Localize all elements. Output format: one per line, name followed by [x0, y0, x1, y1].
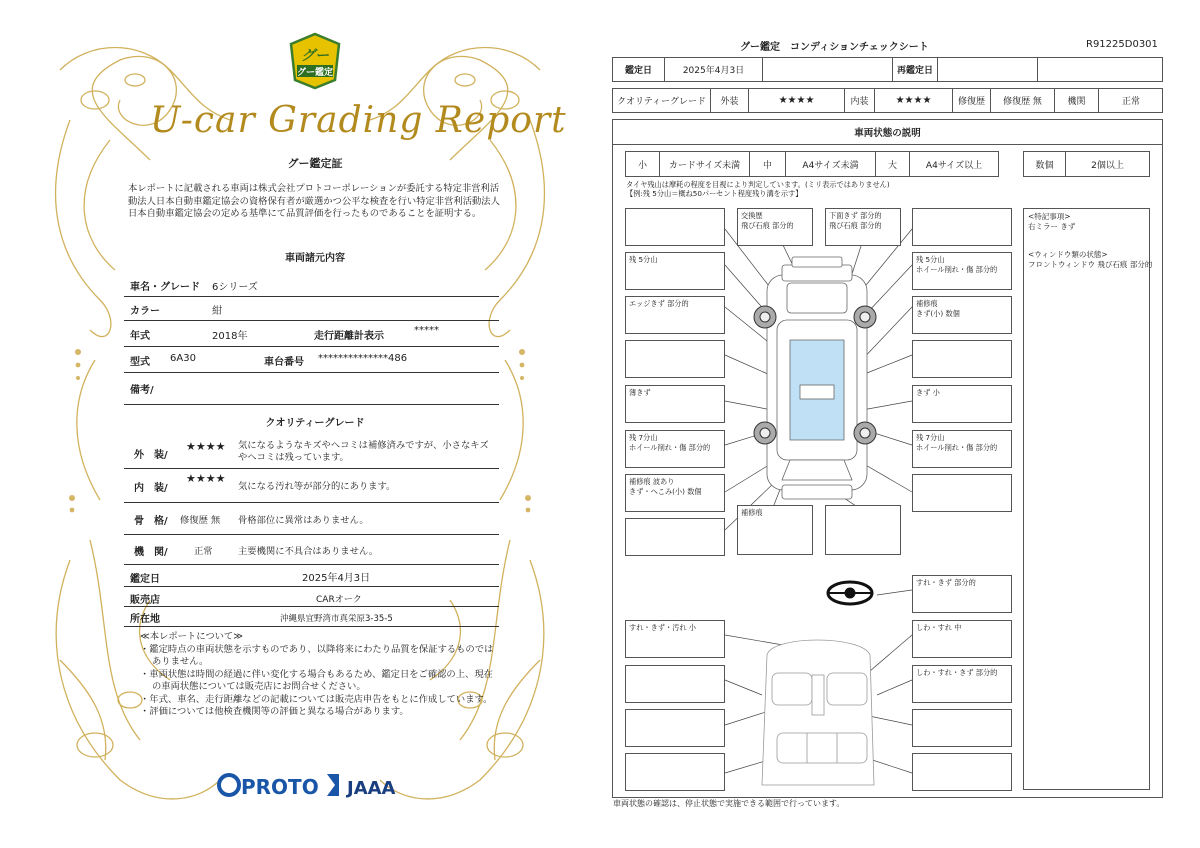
about-item: ・評価については他検査機関等の評価と異なる場合があります。 [140, 706, 409, 717]
check-sheet-title: グー鑑定 コンディションチェックシート [740, 42, 929, 53]
count-value: 2個以上 [1091, 160, 1124, 171]
count-legend [1023, 151, 1150, 177]
cond-box-l8 [625, 518, 725, 556]
proto-mark-icon [219, 775, 239, 795]
jaaa-mark-icon [327, 774, 339, 796]
footer-note: 車両状態の確認は、停止状態で実施できる範囲で行っています。 [613, 799, 845, 808]
quality-grade-title: クオリティーグレード [265, 418, 365, 429]
cond-box-t1: 交換歴 飛び石痕 部分的 [737, 208, 813, 246]
cert-title: グー鑑定証 [287, 157, 343, 170]
cond-box-ir3 [912, 709, 1012, 747]
exterior-text: 気になるようなキズやヘコミは補修済みですが、小さなキズやヘコミは残っています。 [238, 440, 489, 463]
grade-table [612, 88, 1163, 113]
cond-box-l6: 残 7分山 ホイール削れ・傷 部分的 [625, 430, 725, 468]
address-row [124, 606, 499, 627]
interior-label: 内 装/ [134, 483, 168, 494]
remarks-row [124, 372, 499, 405]
ext-stars: ★★★★ [749, 89, 845, 112]
cond-box-l3: エッジきず 部分的 [625, 296, 725, 334]
cond-box-ir4 [912, 753, 1012, 791]
cond-box-b1: 補修痕 [737, 505, 813, 555]
color-row [124, 296, 499, 321]
cond-box-t2: 下面きず 部分的 飛び石痕 部分的 [825, 208, 901, 246]
remarks-label: 備考/ [130, 385, 154, 396]
cond-box-r3: 補修痕 きず(小) 数個 [912, 296, 1012, 334]
tire-note-1: タイヤ残山は摩耗の程度を目視により判定しています。(ミリ表示ではありません) [626, 180, 890, 189]
repair-value: 修復歴 無 [991, 89, 1055, 112]
engine-text: 主要機関に不具合はありません。 [238, 546, 379, 557]
date-value: 2025年4月3日 [302, 573, 371, 584]
interior-stars: ★★★★ [186, 472, 226, 485]
engine-value: 正常 [194, 546, 213, 557]
size-small-desc: カードサイズ未満 [660, 152, 750, 176]
cond-box-l7: 補修痕 波あり きず・へこみ(小) 数個 [625, 474, 725, 512]
exterior-row [124, 432, 499, 469]
engine-row [124, 534, 499, 565]
size-small: 小 [626, 152, 660, 176]
size-mid: 中 [750, 152, 786, 176]
footer-logos [215, 770, 415, 800]
shop-row [124, 586, 499, 607]
frame-label: 骨 格/ [134, 516, 168, 527]
date-table [612, 57, 1163, 82]
report-code: R91225D0301 [1086, 39, 1158, 50]
int-label: 内装 [845, 89, 875, 112]
cond-box-l1 [625, 208, 725, 246]
about-item: ・車両状態は時間の経過に伴い変化する場合もあるため、鑑定日をご確認の上、現在の車両状態については販売店にお問合せください。 [140, 668, 493, 692]
frame-row [124, 502, 499, 535]
about-title: ≪本レポートについて≫ [140, 631, 243, 642]
model-row [124, 346, 499, 373]
r-date-blank [763, 58, 893, 81]
goo-kantei-logo [287, 32, 343, 90]
cond-box-ir2: しわ・すれ・きず 部分的 [912, 665, 1012, 703]
r-engine-label: 機関 [1055, 89, 1099, 112]
report-script-title: U-car Grading Report [150, 100, 567, 141]
cond-box-r5: きず 小 [912, 385, 1012, 423]
car-exterior-diagram [767, 257, 867, 499]
interior-text: 気になる汚れ等が部分的にあります。 [238, 481, 396, 492]
exterior-stars: ★★★★ [186, 440, 226, 453]
size-large-desc: A4サイズ以上 [925, 160, 983, 171]
exterior-label: 外 装/ [134, 450, 168, 461]
car-interior-diagram [762, 640, 874, 785]
window-title: <ウィンドウ類の状態> [1028, 250, 1108, 259]
cond-box-r4 [912, 340, 1012, 378]
cond-box-il3 [625, 709, 725, 747]
size-legend [625, 151, 999, 177]
svg-text:グー鑑定: グー鑑定 [296, 68, 334, 78]
interior-row [124, 468, 499, 503]
steering-wheel-icon [828, 582, 872, 604]
cond-box-r2: 残 5分山 ホイール削れ・傷 部分的 [912, 252, 1012, 290]
size-mid-desc: A4サイズ未満 [786, 152, 876, 176]
cond-box-l5: 薄きず [625, 385, 725, 423]
date-row [124, 564, 499, 587]
cond-title: 車両状態の説明 [613, 120, 1162, 145]
r-date-label: 鑑定日 [613, 58, 665, 81]
address-label: 所在地 [130, 614, 160, 625]
cond-box-l2: 残 5分山 [625, 252, 725, 290]
special-notes-panel [1023, 208, 1153, 790]
int-stars: ★★★★ [875, 89, 953, 112]
repair-label: 修復歴 [953, 89, 991, 112]
year-value: 2018年 [212, 331, 248, 342]
shop-label: 販売店 [130, 595, 160, 606]
car-name-label: 車名・グレード [130, 282, 200, 293]
chassis-label: 車台番号 [264, 357, 304, 368]
about-report-notes [140, 631, 500, 719]
car-name-value: 6シリーズ [212, 282, 258, 293]
engine-label: 機 関/ [134, 547, 168, 558]
ext-label: 外装 [711, 89, 749, 112]
special-title: <特記事項> [1028, 212, 1071, 221]
cond-box-il1: すれ・きず・汚れ 小 [625, 620, 725, 658]
car-name-row [124, 272, 499, 297]
model-label: 型式 [130, 357, 150, 368]
mileage-value: ***** [414, 325, 439, 336]
year-row [124, 320, 499, 347]
r-date-value: 2025年4月3日 [665, 58, 763, 81]
year-label: 年式 [130, 331, 150, 342]
cond-box-b2 [825, 505, 901, 555]
cond-box-il2 [625, 665, 725, 703]
model-value: 6A30 [170, 353, 196, 364]
date-label: 鑑定日 [130, 574, 160, 585]
size-large: 大 [876, 152, 910, 176]
mileage-label: 走行距離計表示 [314, 331, 384, 342]
window-text: フロントウィンドウ 飛び石痕 部分的 [1028, 260, 1153, 269]
svg-text:グー: グー [301, 48, 329, 64]
tire-note-2: 【例:残 5分山＝概ね50パーセント程度残り溝を示す】 [626, 189, 803, 198]
frame-value: 修復歴 無 [180, 515, 221, 526]
shop-value: CARオーク [316, 595, 362, 605]
color-label: カラー [130, 306, 160, 317]
spec-title: 車両諸元内容 [285, 253, 345, 264]
proto-logo: PROTO [241, 775, 319, 799]
reinspect-value [938, 58, 1038, 81]
about-item: ・年式、車名、走行距離などの記載については販売店申告をもとに作成しています。 [140, 693, 493, 705]
chassis-value: **************486 [318, 353, 408, 364]
count-label: 数個 [1024, 152, 1066, 176]
address-value: 沖縄県宜野湾市真栄原3-35-5 [280, 614, 393, 624]
cond-box-l4 [625, 340, 725, 378]
cond-box-r7 [912, 474, 1012, 512]
about-item: ・鑑定時点の車両状態を示すものであり、以降将来にわたり品質を保証するものではありません。 [140, 643, 494, 667]
cond-box-il4 [625, 753, 725, 791]
grade-label: クオリティーグレード [613, 89, 711, 112]
jaaa-logo: JAAA [347, 778, 396, 799]
cond-box-steering: すれ・きず 部分的 [912, 575, 1012, 613]
color-value: 紺 [212, 306, 222, 317]
frame-text: 骨格部位に異常はありません。 [238, 515, 369, 526]
reinspect-label: 再鑑定日 [893, 58, 938, 81]
cond-box-r6: 残 7分山 ホイール削れ・傷 部分的 [912, 430, 1012, 468]
cert-body: 本レポートに記載される車両は株式会社プロトコーポレーションが委託する特定非営利活動法人日本自動車鑑定協会の資格保有者が厳選かつ公平な検査を行い特定非営利活動法人日本自動車鑑定協会の定める基準にて品質評価を行ったものであることを証明する。 [128, 183, 500, 219]
cond-box-ir1: しわ・すれ 中 [912, 620, 1012, 658]
cond-box-r1 [912, 208, 1012, 246]
special-text: 右ミラー きず [1028, 222, 1076, 231]
r-engine-value: 正常 [1121, 97, 1140, 107]
